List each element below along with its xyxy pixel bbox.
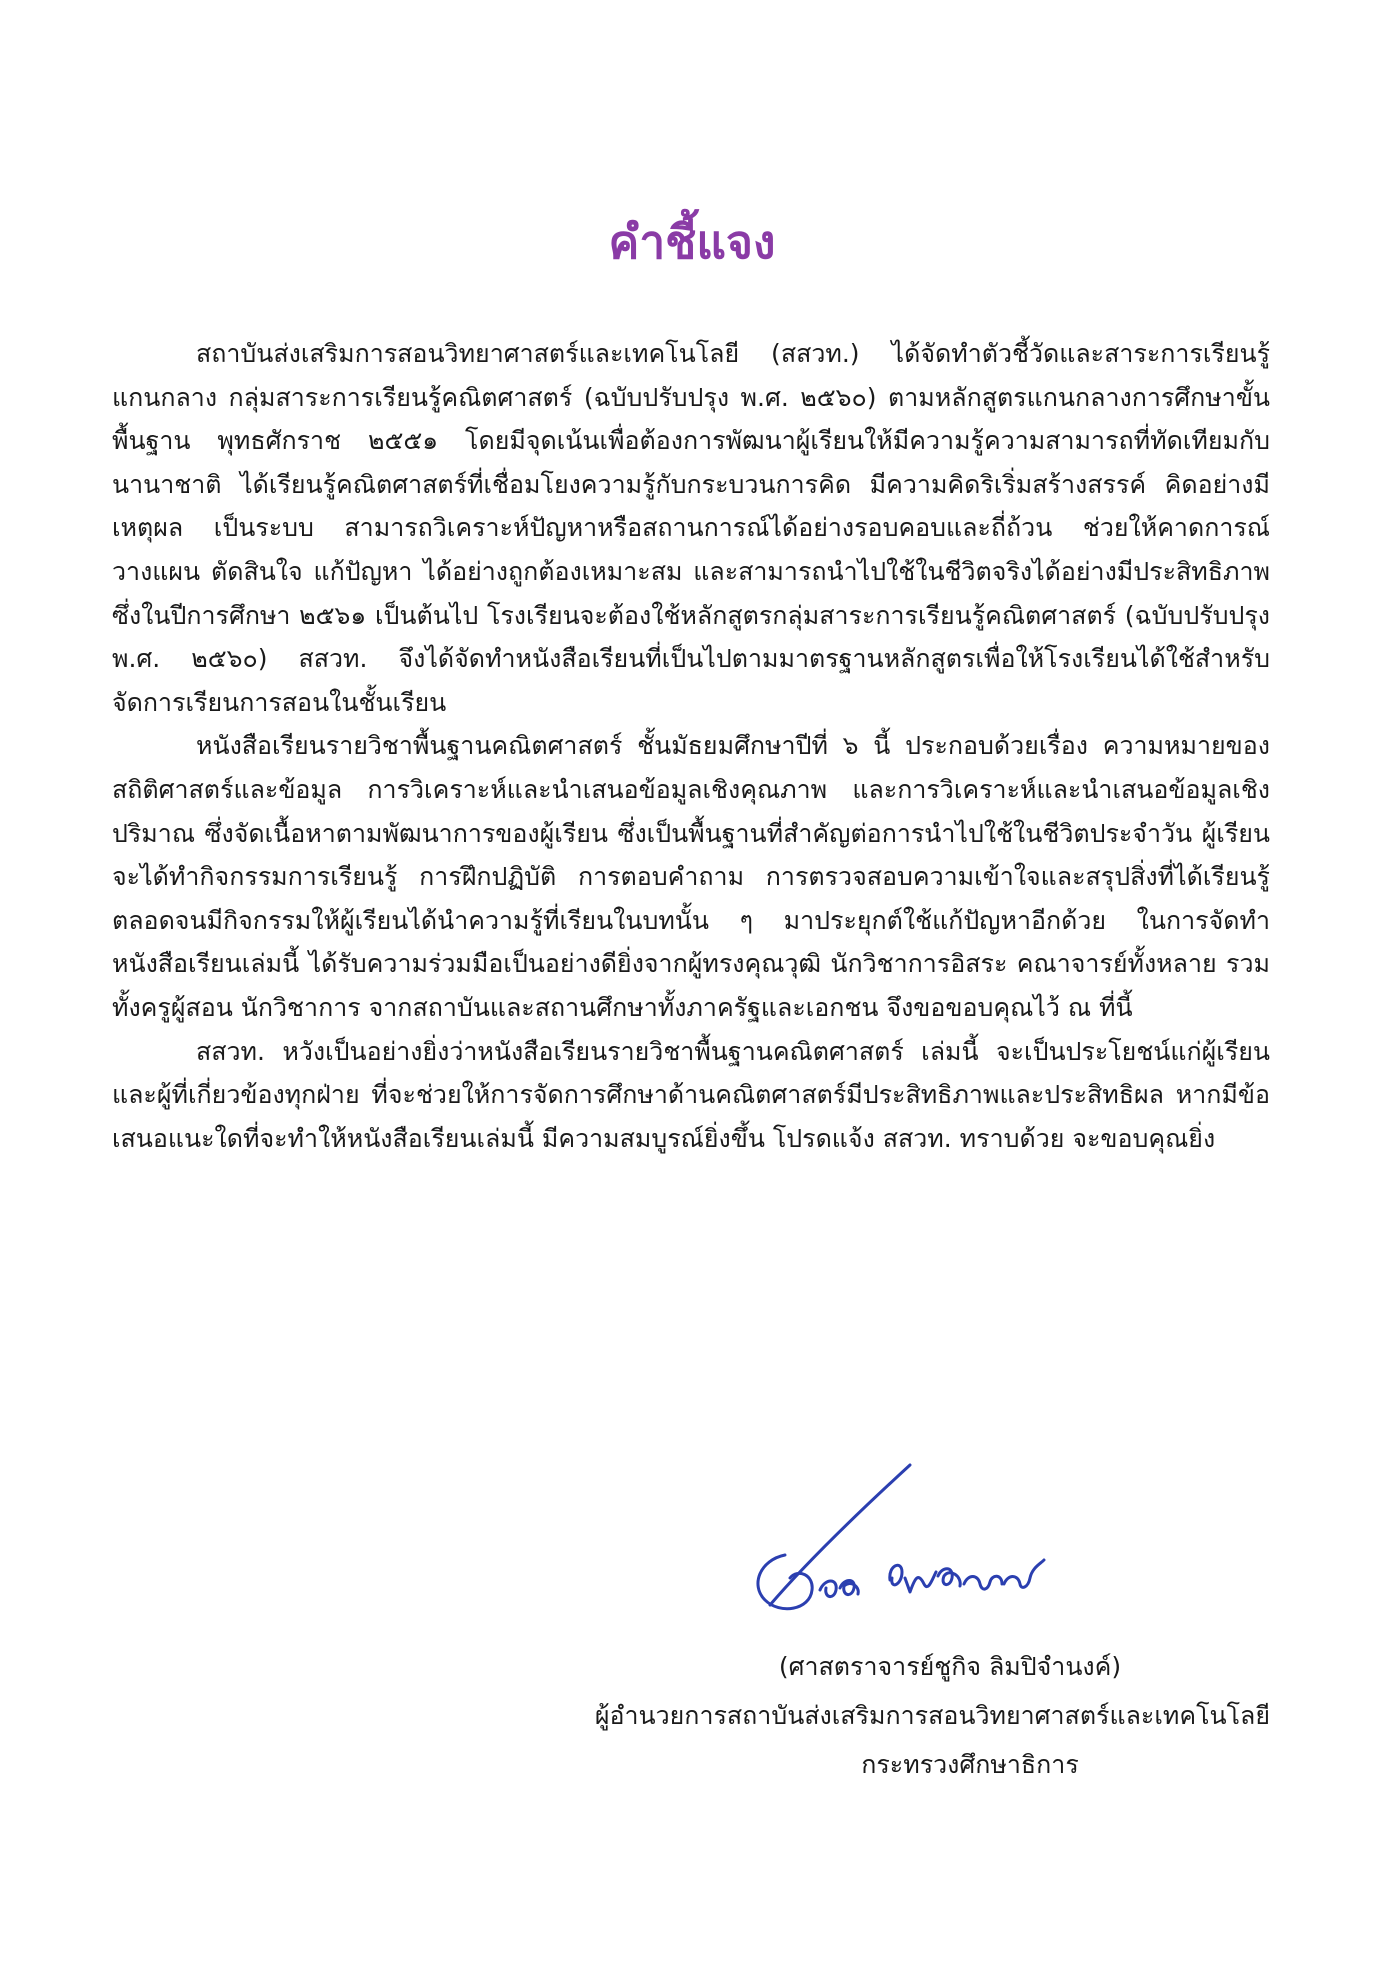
paragraph-2: หนังสือเรียนรายวิชาพื้นฐานคณิตศาสตร์ ชั้นมัธยมศึกษาปีที่ ๖ นี้ ประกอบด้วยเรื่อง ความหมายของสถิติศาสตร์และข้อมูล การวิเคราะห์และนำเสนอข้อมูลเชิงคุณภาพ และการวิเคราะห์และนำเสนอข้อมูลเชิงปริมาณ ซึ่งจัดเนื้อหาตามพัฒนาการของผู้เรียน ซึ่งเป็นพื้นฐานที่สำคัญต่อการนำไปใช้ในชีวิตประจำวัน ผู้เรียนจะได้ทำกิจกรรมการเรียนรู้ การฝึกปฏิบัติ การตอบคำถาม การตรวจสอบความเข้าใจและสรุปสิ่งที่ได้เรียนรู้ ตลอดจนมีกิจกรรมให้ผู้เรียนได้นำความรู้ที่เรียนในบทนั้น ๆ มาประยุกต์ใช้แก้ปัญหาอีกด้วย ในการจัดทำหนังสือเรียนเล่มนี้ ได้รับความร่วมมือเป็นอย่างดียิ่งจากผู้ทรงคุณวุฒิ นักวิชาการอิสระ คณาจารย์ทั้งหลาย รวมทั้งครูผู้สอน นักวิชาการ จากสถาบันและสถานศึกษาทั้งภาครัฐและเอกชน จึงขอขอบคุณไว้ ณ ที่นี้	[112, 731, 1270, 1022]
signature-block	[480, 1642, 1270, 1789]
signatory-name: (ศาสตราจารย์ชูกิจ ลิมปิจำนงค์)	[778, 1652, 1122, 1681]
document-body	[112, 332, 1270, 1160]
page-title: คำชี้แจง	[608, 215, 776, 269]
handwritten-signature	[740, 1460, 1100, 1630]
paragraph-1: สถาบันส่งเสริมการสอนวิทยาศาสตร์และเทคโนโลยี (สสวท.) ได้จัดทำตัวชี้วัดและสาระการเรียนรู้แกนกลาง กลุ่มสาระการเรียนรู้คณิตศาสตร์ (ฉบับปรับปรุง พ.ศ. ๒๕๖๐) ตามหลักสูตรแกนกลางการศึกษาขั้นพื้นฐาน พุทธศักราช ๒๕๕๑ โดยมีจุดเน้นเพื่อต้องการพัฒนาผู้เรียนให้มีความรู้ความสามารถที่ทัดเทียมกับนานาชาติ ได้เรียนรู้คณิตศาสตร์ที่เชื่อมโยงความรู้กับกระบวนการคิด มีความคิดริเริ่มสร้างสรรค์ คิดอย่างมีเหตุผล เป็นระบบ สามารถวิเคราะห์ปัญหาหรือสถานการณ์ได้อย่างรอบคอบและถี่ถ้วน ช่วยให้คาดการณ์ วางแผน ตัดสินใจ แก้ปัญหา ได้อย่างถูกต้องเหมาะสม และสามารถนำไปใช้ในชีวิตจริงได้อย่างมีประสิทธิภาพ ซึ่งในปีการศึกษา ๒๕๖๑ เป็นต้นไป โรงเรียนจะต้องใช้หลักสูตรกลุ่มสาระการเรียนรู้คณิตศาสตร์ (ฉบับปรับปรุง พ.ศ. ๒๕๖๐) สสวท. จึงได้จัดทำหนังสือเรียนที่เป็นไปตามมาตรฐานหลักสูตรเพื่อให้โรงเรียนได้ใช้สำหรับจัดการเรียนการสอนในชั้นเรียน	[112, 339, 1270, 717]
signatory-ministry: กระทรวงศึกษาธิการ	[861, 1750, 1079, 1779]
paragraph-3: สสวท. หวังเป็นอย่างยิ่งว่าหนังสือเรียนรายวิชาพื้นฐานคณิตศาสตร์ เล่มนี้ จะเป็นประโยชน์แก่ผู้เรียนและผู้ที่เกี่ยวข้องทุกฝ่าย ที่จะช่วยให้การจัดการศึกษาด้านคณิตศาสตร์มีประสิทธิภาพและประสิทธิผล หากมีข้อเสนอแนะใดที่จะทำให้หนังสือเรียนเล่มนี้ มีความสมบูรณ์ยิ่งขึ้น โปรดแจ้ง สสวท. ทราบด้วย จะขอบคุณยิ่ง	[112, 1036, 1270, 1153]
signatory-position: ผู้อำนวยการสถาบันส่งเสริมการสอนวิทยาศาสตร์และเทคโนโลยี	[594, 1701, 1270, 1730]
